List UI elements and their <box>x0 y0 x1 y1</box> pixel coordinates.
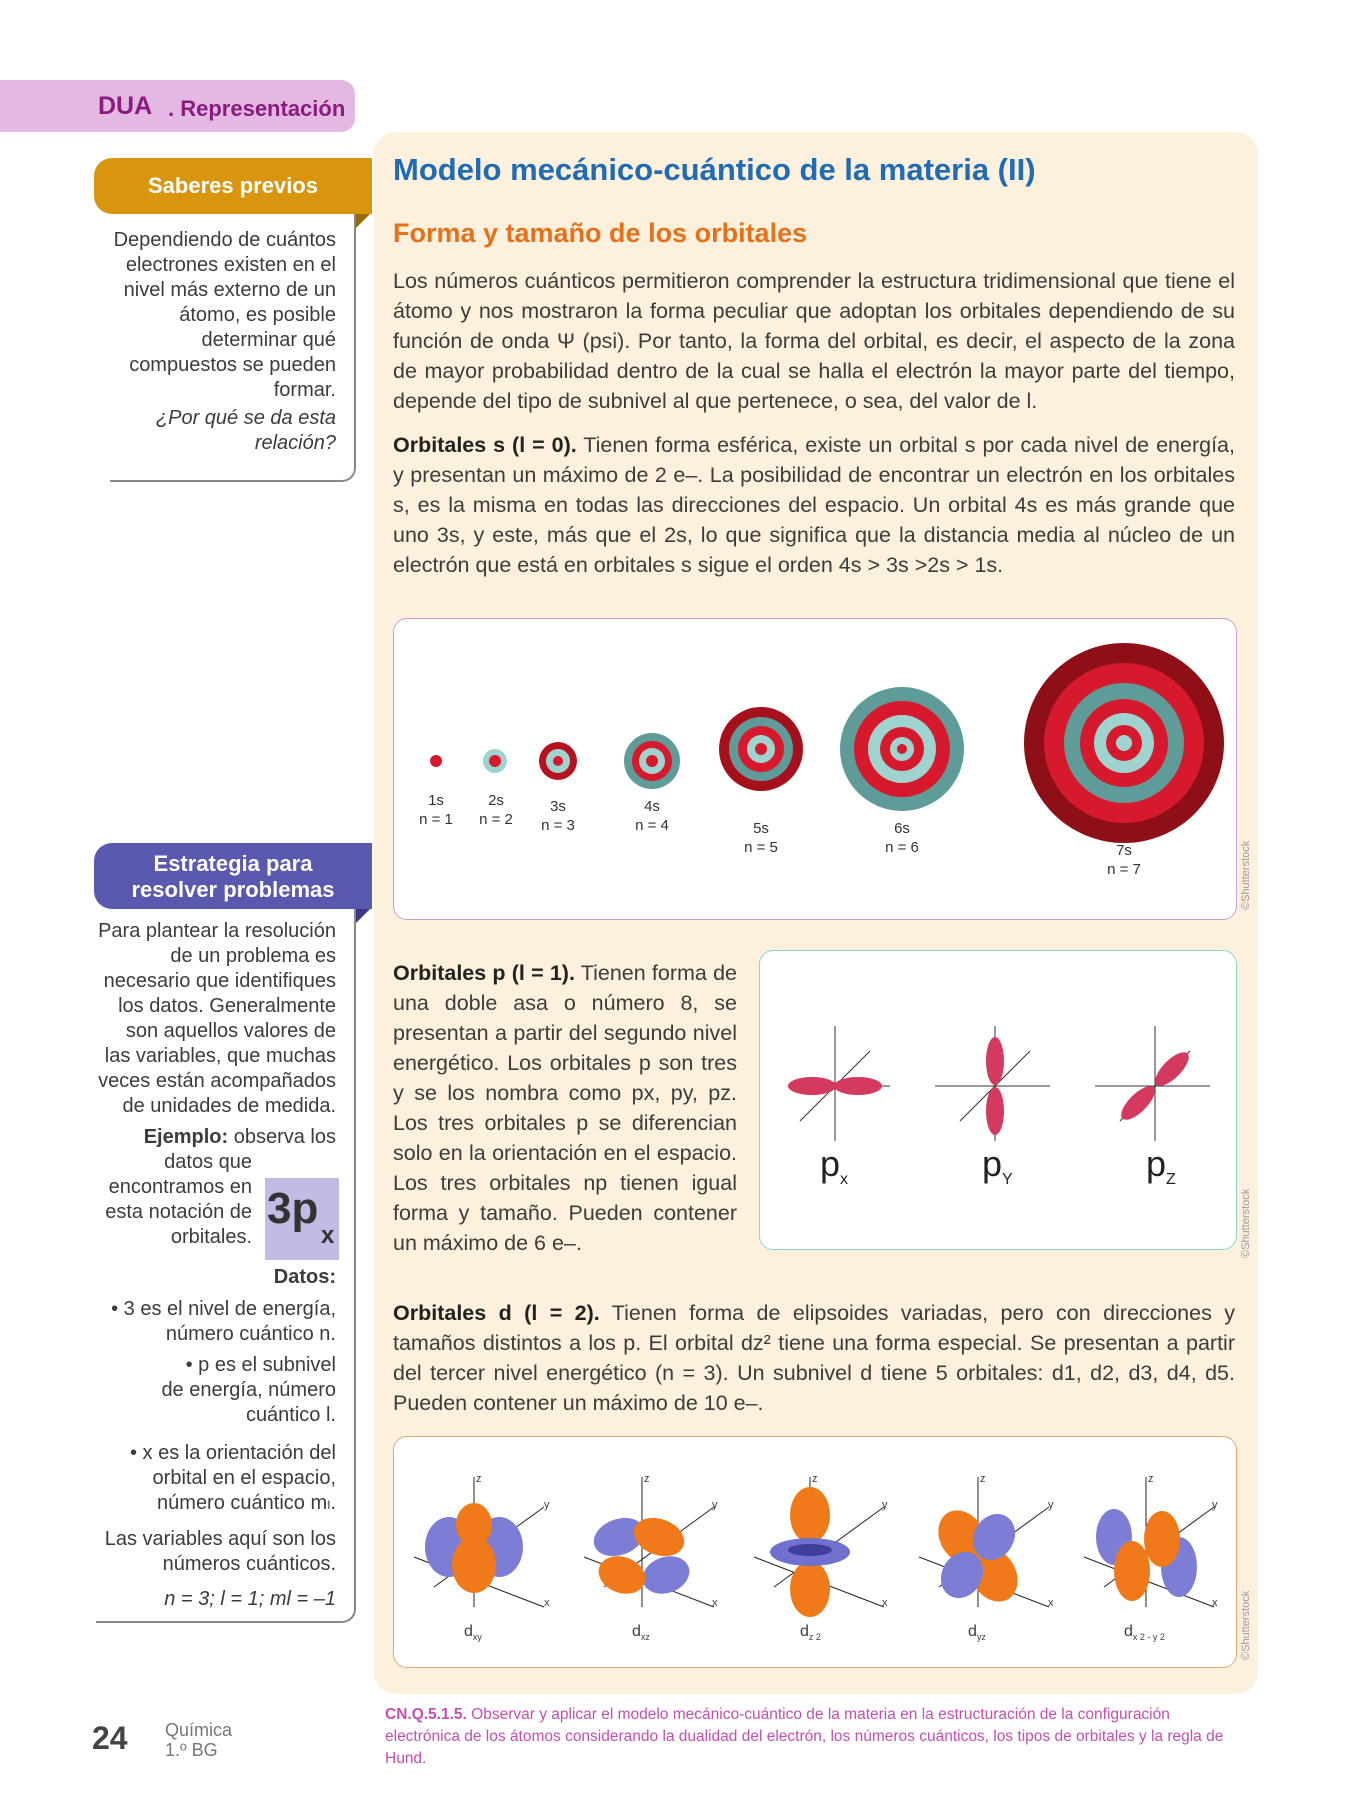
label-dz2: $d_{z 2}$ <box>800 1623 821 1643</box>
orbital-2s <box>483 749 507 773</box>
axis-label-z: z <box>644 1473 650 1485</box>
notation-badge: 3p x <box>265 1178 339 1260</box>
s-orbitals-paragraph: Orbitales s (l = 0). Tienen forma esférica, existe un orbital s por cada nivel de energía, y presentan un máximo de 2 e–. La posibilidad de encontrar un electrón en los orbitales s, es la misma en todas las direcciones del espacio. Un orbital 4s es más grande que uno 3s, y este, más que el 2s, lo que significa que la distancia media al núcleo de un electrón que está en orbitales s sigue el orden 4s > 3s >2s > 1s. <box>393 433 1235 577</box>
label-dyz: $d_{yz}$ <box>968 1623 986 1643</box>
label-1s: 1s n = 1 <box>419 792 453 828</box>
axis-label-x: x <box>882 1597 888 1609</box>
label-4s: 4s n = 4 <box>635 798 669 834</box>
label-2s: 2s n = 2 <box>479 792 513 828</box>
datos-label: Datos: <box>273 1266 336 1288</box>
orbital-4s <box>624 733 680 789</box>
p-orbitals-figure <box>759 950 1237 1250</box>
quantum-values: n = 3; l = 1; ml = –1 <box>164 1588 336 1610</box>
axis-label-x: x <box>544 1597 550 1609</box>
dua-label: DUA <box>98 92 153 120</box>
axis-label-x: x <box>1048 1597 1054 1609</box>
orbital-dz2 <box>754 1477 884 1617</box>
page-number: 24 <box>92 1720 128 1756</box>
estrategia-header: Estrategia para resolver problemas <box>94 843 372 909</box>
orbital-6s <box>840 687 964 811</box>
axis-label-z: z <box>476 1473 482 1485</box>
saberes-text: Dependiendo de cuántos electrones existen en el nivel más externo de un átomo, es posible determinar qué compuestos se pueden formar. <box>113 229 336 401</box>
header-fold <box>354 909 370 925</box>
intro-paragraph: Los números cuánticos permitieron comprender la estructura tridimensional que tiene el átomo y nos mostraron la forma peculiar que adoptan los orbitales dependiendo de su función de onda Ψ (psi). Por tanto, la forma del orbital, es decir, el aspecto de la zona de mayor probabilidad dentro de la cual se halla el electrón la mayor parte del tiempo, depende del tipo de subnivel al que pertenece, o sea, del valor de l. <box>393 269 1235 413</box>
header-fold <box>354 214 370 230</box>
photo-credit: ©Shutterstock <box>1240 840 1252 910</box>
ejemplo-text: Ejemplo: observa los <box>143 1126 336 1148</box>
orbital-px <box>788 1026 890 1141</box>
section-subtitle: Forma y tamaño de los orbitales <box>393 218 808 248</box>
label-dx2y2: $d_{x 2 - y 2}$ <box>1124 1623 1165 1643</box>
axis-label-y: y <box>544 1499 550 1511</box>
page-title: Modelo mecánico-cuántico de la materia (II) <box>393 152 1036 187</box>
saberes-question: ¿Por qué se da esta relación? <box>155 407 336 454</box>
orbital-5s <box>719 707 803 791</box>
orbital-7s <box>1024 643 1224 843</box>
axis-label-y: y <box>882 1499 888 1511</box>
photo-credit: ©Shutterstock <box>1240 1590 1252 1660</box>
estrategia-intro: Para plantear la resolución de un problema es necesario que identifiques los datos. Generalmente son aquellos valores de las variables, que muchas veces están acompañados de unidades de medida. <box>98 920 336 1117</box>
p-orbitals-graphic <box>760 951 1236 1249</box>
saberes-previos-header: Saberes previos <box>94 158 372 214</box>
axis-label-x: x <box>1212 1597 1218 1609</box>
axis-label-z: z <box>980 1473 986 1485</box>
dua-subtitle: . Representación <box>168 96 346 121</box>
curriculum-criterion: CN.Q.5.1.5. Observar y aplicar el modelo mecánico-cuántico de la materia en la estructuración de la configuración electrónica de los átomos considerando la dualidad del electrón, los números cuánticos, los tipos de orbitales y la regla de Hund. <box>385 1706 1224 1767</box>
orbital-dx2y2 <box>1084 1477 1214 1607</box>
label-5s: 5s n = 5 <box>744 820 778 856</box>
estrategia-outro: Las variables aquí son los números cuánticos. <box>104 1528 336 1575</box>
axis-label-y: y <box>712 1499 718 1511</box>
datos-bullet-2: • p es el subnivel de energía, número cuántico l. <box>161 1354 336 1426</box>
datos-bullet-3: • x es la orientación del orbital en el espacio, número cuántico mₗ. <box>129 1442 336 1514</box>
orbital-dyz <box>919 1477 1049 1610</box>
s-orbitals-figure <box>393 618 1237 920</box>
ejemplo-text-cont: datos que encontramos en esta notación de orbitales. <box>105 1151 252 1248</box>
label-dxz: $d_{xz}$ <box>632 1623 650 1643</box>
py-label: $p_Y$ <box>982 1143 1013 1189</box>
axis-label-x: x <box>712 1597 718 1609</box>
axis-label-z: z <box>1148 1473 1154 1485</box>
orbital-pz <box>1095 1026 1210 1141</box>
orbital-dxz <box>584 1477 714 1607</box>
label-7s: 7s n = 7 <box>1107 842 1141 878</box>
px-label: $p_x$ <box>820 1143 849 1189</box>
datos-bullet-1: • 3 es el nivel de energía, número cuántico n. <box>111 1298 336 1345</box>
subject-label: Química 1.º BG <box>165 1720 233 1760</box>
orbital-dxy <box>414 1477 544 1607</box>
label-6s: 6s n = 6 <box>885 820 919 856</box>
orbital-1s <box>430 755 442 767</box>
p-orbitals-paragraph: Orbitales p (l = 1). Tienen forma de una doble asa o número 8, se presentan a partir del segundo nivel energético. Los orbitales p son tres y se los nombra como px, py, pz. Los tres orbitales p se diferencian solo en la orientación en el espacio. Los tres orbitales np tienen igual forma y tamaño. Pueden contener un máximo de 6 e–. <box>393 961 737 1255</box>
estrategia-box <box>96 909 356 1623</box>
axis-label-z: z <box>812 1473 818 1485</box>
photo-credit: ©Shutterstock <box>1240 1188 1252 1258</box>
axis-label-y: y <box>1212 1499 1218 1511</box>
saberes-previos-box <box>110 214 356 482</box>
d-orbitals-figure <box>393 1436 1237 1668</box>
d-orbitals-paragraph: Orbitales d (l = 2). Tienen forma de elipsoides variadas, pero con direcciones y tamaños distintos a los p. El orbital dz² tiene una forma especial. Se presentan a partir del tercer nivel energético (n = 3). Un subnivel d tiene 5 orbitales: d1, d2, d3, d4, d5. Pueden contener un máximo de 10 e–. <box>393 1301 1235 1415</box>
axis-label-y: y <box>1048 1499 1054 1511</box>
label-dxy: $d_{xy}$ <box>464 1623 482 1643</box>
orbital-3s <box>539 742 577 780</box>
orbital-py <box>935 1026 1050 1141</box>
pz-label: $p_Z$ <box>1146 1143 1176 1189</box>
label-3s: 3s n = 3 <box>541 798 575 834</box>
dua-tab <box>0 80 355 132</box>
